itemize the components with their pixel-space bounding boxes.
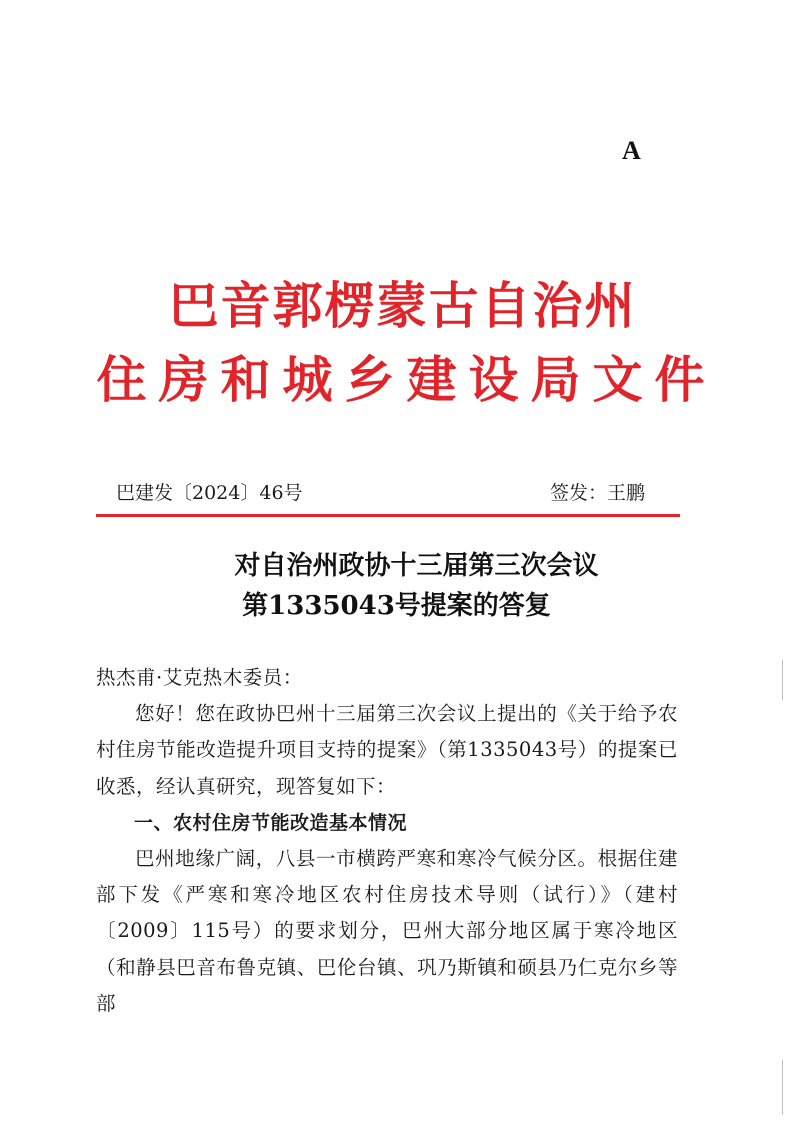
scan-edge-mark (782, 1060, 783, 1115)
issuer-name-line1: 巴音郭楞蒙古自治州 (168, 276, 637, 335)
document-title-line1: 对自治州政协十三届第三次会议 (234, 551, 599, 581)
red-divider-line (96, 514, 680, 517)
document-title-line2: 第1335043号提案的答复 (242, 591, 551, 621)
section-heading: 一、农村住房节能改造基本情况 (134, 811, 408, 834)
issuer-name-line2: 住房和城乡建设局文件 (96, 350, 717, 409)
section-paragraph: 巴州地缘广阔，八县一市横跨严寒和寒冷气候分区。根据住建部下发《严寒和寒冷地区农村住房技术导则（试行）》（建村〔2009〕115号）的要求划分，巴州大部分地区属于寒冷地区（和静县巴音布鲁克镇、巴伦台镇、巩乃斯镇和硕县乃仁克尔乡等部 (96, 847, 678, 1015)
scan-edge-mark (782, 660, 783, 700)
intro-paragraph: 您好！您在政协巴州十三届第三次会议上提出的《关于给予农村住房节能改造提升项目支持的提案》（第1335043号）的提案已收悉，经认真研究，现答复如下： (96, 702, 678, 798)
document-body (96, 660, 678, 1022)
signer: 签发：王鹏 (549, 482, 645, 504)
document-grade: A (622, 136, 641, 165)
salutation: 热杰甫·艾克热木委员： (96, 666, 303, 689)
document-number: 巴建发〔2024〕46号 (116, 482, 303, 504)
